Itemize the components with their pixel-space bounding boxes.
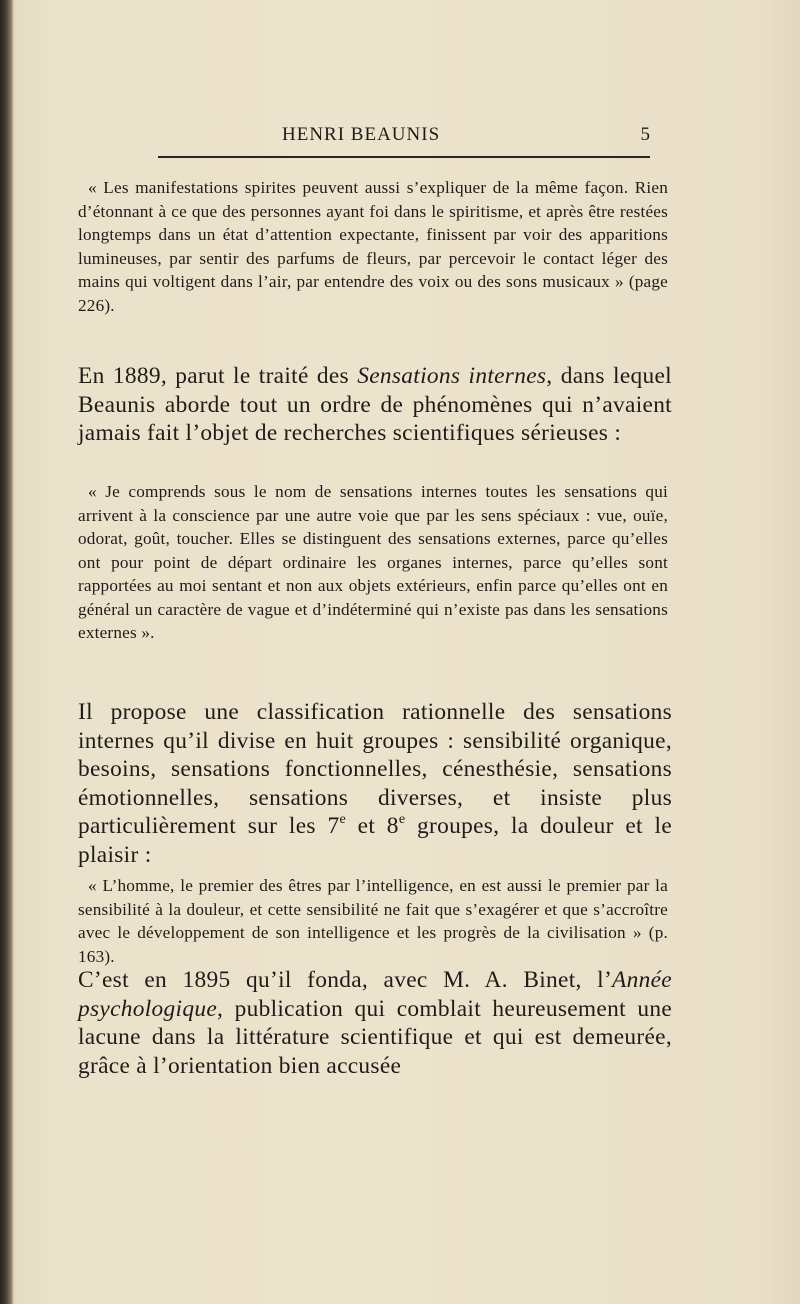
paragraph-classification: [78, 698, 672, 870]
quote-spirites: « Les manifestations spirites peuvent aussi s’expliquer de la même façon. Rien d’étonnant à ce que des personnes ayant foi dans le spiritisme, et après être restées longtemps dans un état d’attention expectante, finissent par voir des apparitions lumineuses, par sentir des parfums de fleurs, par percevoir le contact léger des mains qui voltigent dans l’air, par entendre des voix ou des sons musicaux » (page 226).: [78, 178, 668, 315]
quote-douleur: « L’homme, le premier des êtres par l’intelligence, en est aussi le premier par la sensibilité à la douleur, et cette sensibilité ne fait que s’exagérer et que s’accroître avec le développement de son intelligence et les progrès de la civilisation » (p. 163).: [78, 876, 668, 966]
quote-definition: « Je comprends sous le nom de sensations internes toutes les sensations qui arrivent à la conscience par une autre voie que par les sens spéciaux : vue, ouïe, odorat, goût, toucher. Elles se distinguent des sensations externes, parce qu’elles ont pour point de départ ordinaire les organes internes, parce qu’elles sont rapportées au moi sentant et non aux objets extérieurs, enfin parce qu’elles ont en général un caractère de vague et d’indéterminé qui n’existe pas dans les sensations externes ».: [78, 482, 668, 642]
paragraph-text: , dans lequel Beaunis aborde tout un ordre de phénomènes qui n’avaient jamais fait l’objet de recherches scientifiques sérieuses :: [78, 363, 672, 447]
page-number: 5: [640, 124, 650, 145]
header-rule: [158, 156, 650, 158]
superscript: e: [398, 811, 406, 828]
paragraph-text: , publication qui comblait heureusement une lacune dans la littérature scientifique et qui est demeurée, grâce à l’orientation bien accusée: [78, 995, 672, 1079]
paragraph-text: Il propose une classification rationnelle des sensations internes qu’il divise en huit groupes : sensibilité organique, besoins, sensations fonctionnelles, cénesthésie, sensations émotionnelles, sensations diverses, et insiste plus particulièrement sur les 7: [78, 699, 672, 840]
journal-title-italic: Année psychologique: [78, 967, 672, 1022]
paragraph-text: C’est en 1895 qu’il fonda, avec M. A. Binet, l’: [78, 967, 613, 993]
paragraph-text: groupes, la douleur et le plaisir :: [78, 813, 672, 868]
running-header: [158, 124, 650, 150]
paragraph-sensations-internes: [78, 362, 672, 448]
running-title: HENRI BEAUNIS: [282, 124, 441, 145]
paragraph-text: et 8: [345, 813, 399, 840]
book-binding-edge: [0, 0, 14, 1304]
book-title-italic: Sensations internes: [357, 363, 547, 389]
paragraph-text: En 1889, parut le traité des: [78, 363, 358, 389]
superscript: e: [339, 811, 346, 828]
paragraph-annee-psychologique: [78, 966, 672, 1080]
